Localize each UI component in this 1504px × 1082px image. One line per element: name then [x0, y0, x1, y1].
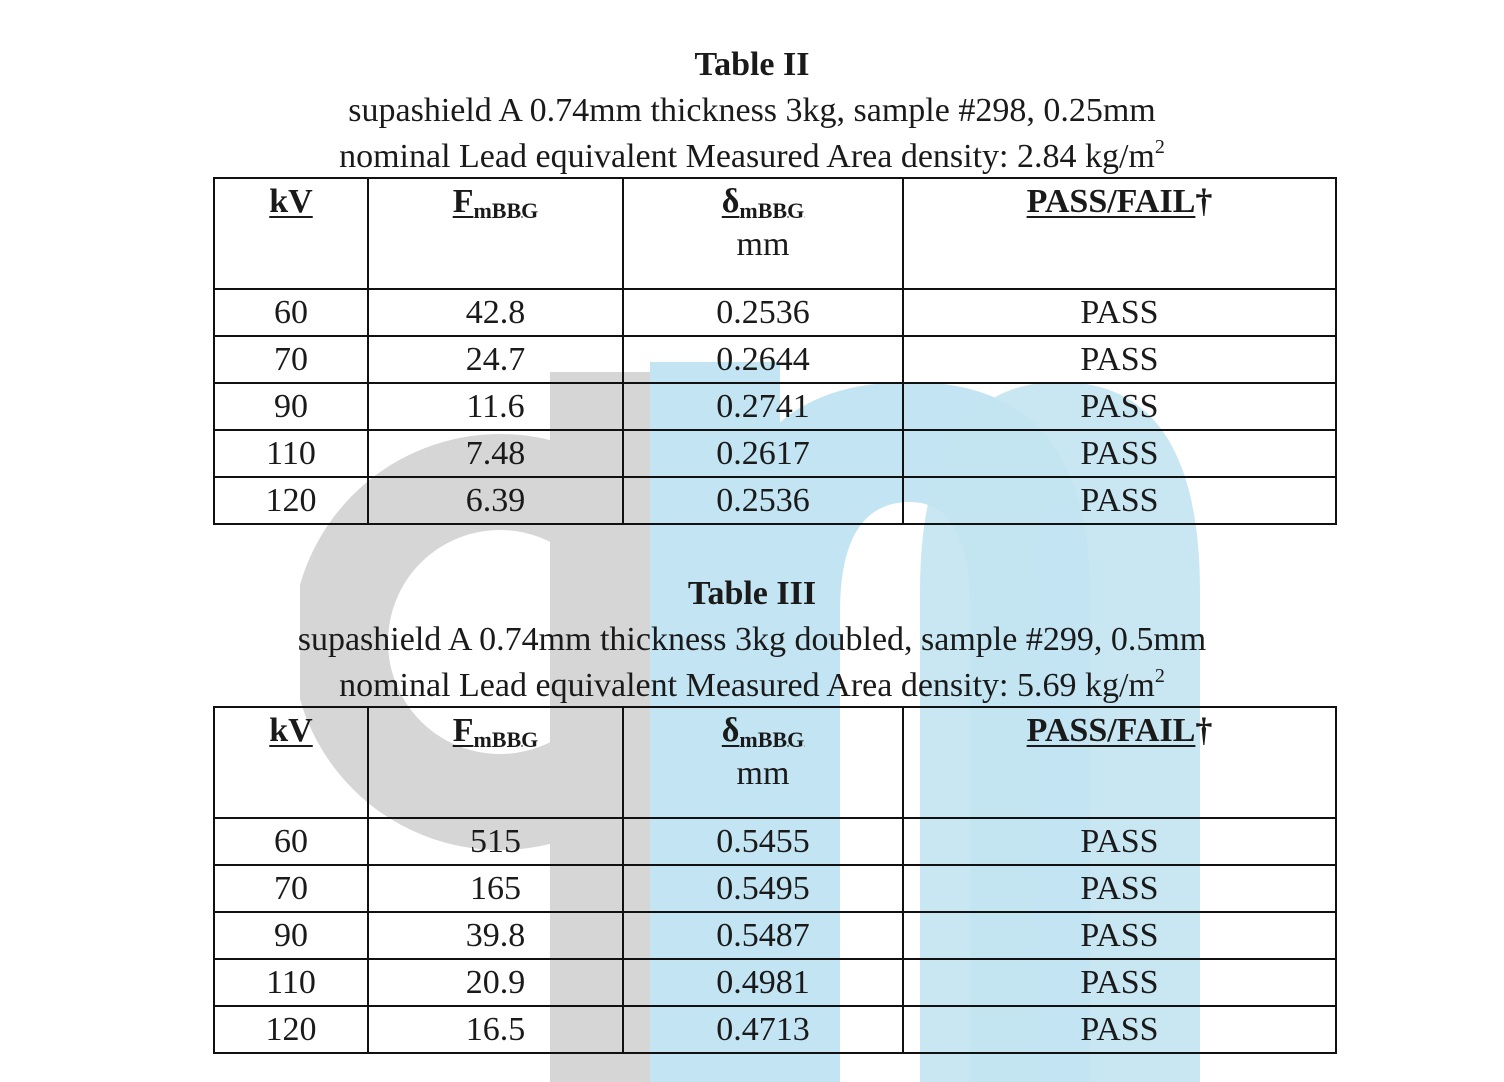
cell-fmbbg: 6.39: [368, 477, 623, 524]
cell-kv: 70: [214, 865, 368, 912]
cell-kv: 60: [214, 818, 368, 865]
table-row: [214, 289, 1336, 336]
cell-dmbbg: 0.2644: [623, 336, 903, 383]
cell-fmbbg: 16.5: [368, 1006, 623, 1053]
cell-dmbbg: 0.2536: [623, 477, 903, 524]
table-ii-subtitle-line1: supashield A 0.74mm thickness 3kg, sample #298, 0.25mm: [348, 92, 1156, 129]
header-dmbbg: $\delta_{mBBG}$ mm: [623, 178, 903, 289]
cell-dmbbg: 0.5487: [623, 912, 903, 959]
cell-result: PASS: [903, 477, 1336, 524]
cell-dmbbg: 0.2741: [623, 383, 903, 430]
table-row: [214, 818, 1336, 865]
table-header-row: [214, 178, 1336, 289]
table-row: [214, 336, 1336, 383]
cell-kv: 110: [214, 959, 368, 1006]
table-row: [214, 383, 1336, 430]
cell-fmbbg: 165: [368, 865, 623, 912]
cell-dmbbg: 0.5455: [623, 818, 903, 865]
cell-result: PASS: [903, 865, 1336, 912]
cell-result: PASS: [903, 1006, 1336, 1053]
cell-fmbbg: 42.8: [368, 289, 623, 336]
cell-result: PASS: [903, 430, 1336, 477]
cell-fmbbg: 39.8: [368, 912, 623, 959]
cell-fmbbg: 20.9: [368, 959, 623, 1006]
header-fmbbg: $F_{mBBG}$: [368, 707, 623, 818]
table-row: [214, 430, 1336, 477]
cell-dmbbg: 0.4713: [623, 1006, 903, 1053]
header-dmbbg-unit: mm: [736, 755, 790, 792]
header-kv: kV: [214, 178, 368, 289]
table-iii-subtitle-line2: nominal Lead equivalent Measured Area density: 5.69 $kg/m^2$: [339, 665, 1165, 704]
cell-result: PASS: [903, 818, 1336, 865]
cell-fmbbg: 11.6: [368, 383, 623, 430]
table-row: [214, 959, 1336, 1006]
cell-kv: 120: [214, 1006, 368, 1053]
table-iii-title: Table III: [687, 575, 817, 612]
header-kv: kV: [214, 707, 368, 818]
cell-result: PASS: [903, 289, 1336, 336]
cell-kv: 90: [214, 912, 368, 959]
table-header-row: [214, 707, 1336, 818]
cell-dmbbg: 0.2536: [623, 289, 903, 336]
cell-kv: 90: [214, 383, 368, 430]
cell-kv: 110: [214, 430, 368, 477]
cell-result: PASS: [903, 959, 1336, 1006]
table-iii-caption: [0, 571, 1504, 709]
table-iii: [213, 706, 1337, 1054]
cell-kv: 60: [214, 289, 368, 336]
cell-fmbbg: 7.48: [368, 430, 623, 477]
cell-dmbbg: 0.5495: [623, 865, 903, 912]
table-ii-subtitle-line2: nominal Lead equivalent Measured Area density: 2.84 $kg/m^2$: [339, 136, 1165, 175]
header-pass-fail: PASS/FAIL†: [903, 707, 1336, 818]
cell-kv: 70: [214, 336, 368, 383]
cell-dmbbg: 0.2617: [623, 430, 903, 477]
cell-dmbbg: 0.4981: [623, 959, 903, 1006]
table-row: [214, 865, 1336, 912]
cell-kv: 120: [214, 477, 368, 524]
table-row: [214, 912, 1336, 959]
cell-result: PASS: [903, 336, 1336, 383]
cell-fmbbg: 24.7: [368, 336, 623, 383]
cell-result: PASS: [903, 383, 1336, 430]
table-iii-subtitle-line1: supashield A 0.74mm thickness 3kg doubled, sample #299, 0.5mm: [297, 621, 1207, 658]
table-row: [214, 1006, 1336, 1053]
cell-fmbbg: 515: [368, 818, 623, 865]
table-ii-caption: [0, 42, 1504, 180]
header-dmbbg-unit: mm: [736, 226, 790, 263]
table-row: [214, 477, 1336, 524]
cell-result: PASS: [903, 912, 1336, 959]
table-ii-title: Table II: [694, 46, 810, 83]
table-ii: [213, 177, 1337, 525]
header-pass-fail: PASS/FAIL†: [903, 178, 1336, 289]
header-dmbbg: $\delta_{mBBG}$ mm: [623, 707, 903, 818]
header-fmbbg: $F_{mBBG}$: [368, 178, 623, 289]
